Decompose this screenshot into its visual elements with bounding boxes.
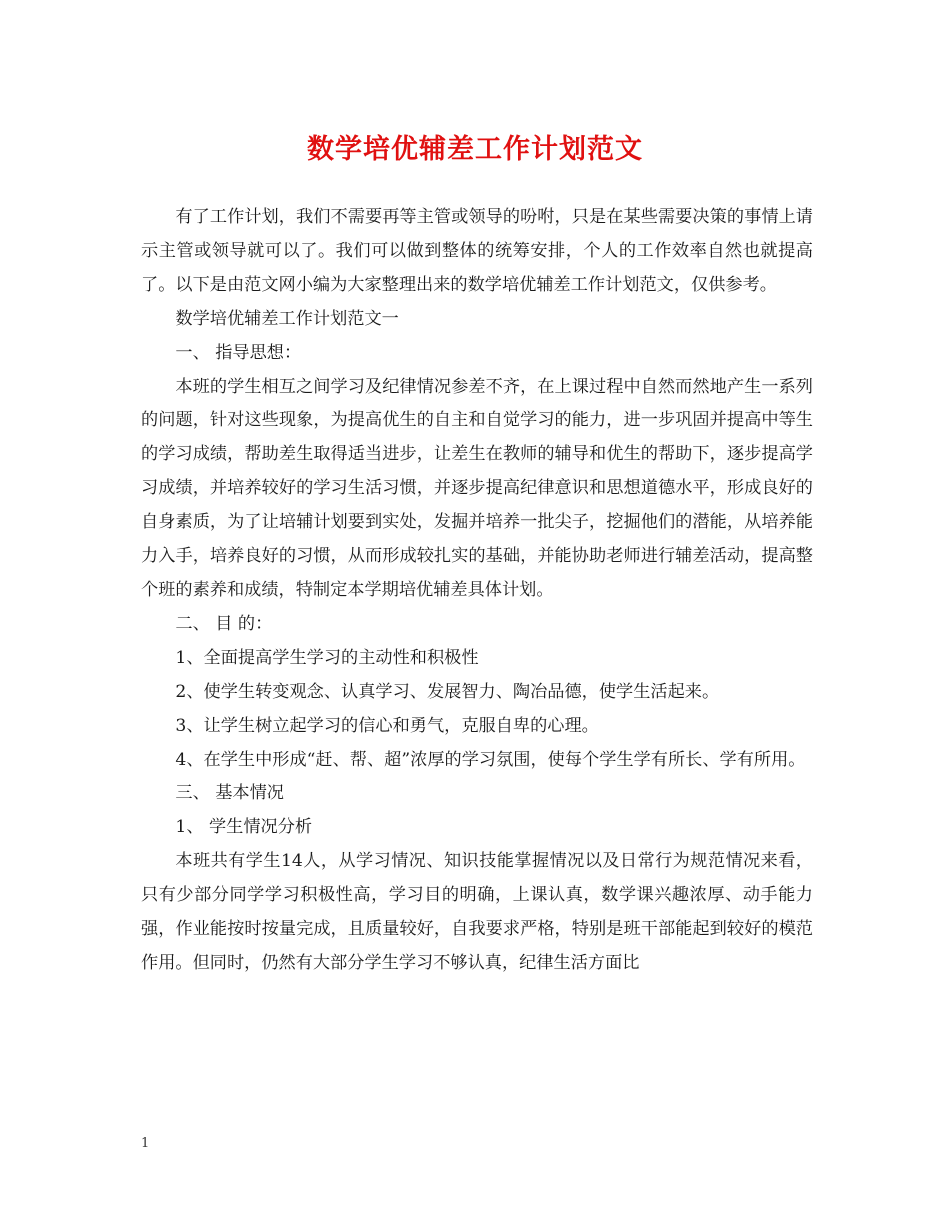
list-item-purpose-1: 1、全面提高学生学习的主动性和积极性 <box>175 647 479 668</box>
list-item-purpose-4: 4、在学生中形成“赶、帮、超”浓厚的学习氛围，使每个学生学有所长、学有所用。 <box>175 749 806 770</box>
list-item-purpose-3: 3、让学生树立起学习的信心和勇气，克服自卑的心理。 <box>175 715 599 736</box>
paragraph-intro: 有了工作计划，我们不需要再等主管或领导的吩咐，只是在某些需要决策的事情上请示主管或领导就可以了。我们可以做到整体的统筹安排，个人的工作效率自然也就提高了。以下是由范文网小编为大家整理出来的数学培优辅差工作计划范文，仅供参考。 <box>141 207 813 295</box>
page-number: 1 <box>141 1136 150 1151</box>
subsection-heading-student-analysis: 1、 学生情况分析 <box>175 817 313 838</box>
paragraph-student-analysis: 本班共有学生14人，从学习情况、知识技能掌握情况以及日常行为规范情况来看，只有少部分同学学习积极性高，学习目的明确，上课认真，数学课兴趣浓厚、动手能力强，作业能按时按量完成，且质量较好，自我要求严格，特别是班干部能起到较好的模范作用。但同时，仍然有大部分学生学习不够认真，纪律生活方面比 <box>141 851 813 973</box>
list-item-purpose-2: 2、使学生转变观念、认真学习、发展智力、陶冶品德，使学生活起来。 <box>175 681 720 702</box>
section-heading-basic-situation: 三、 基本情况 <box>175 783 284 804</box>
paragraph-guiding-thought: 本班的学生相互之间学习及纪律情况参差不齐，在上课过程中自然而然地产生一系列的问题，针对这些现象，为提高优生的自主和自觉学习的能力，进一步巩固并提高中等生的学习成绩，帮助差生取得适当进步，让差生在教师的辅导和优生的帮助下，逐步提高学习成绩，并培养较好的学习生活习惯，并逐步提高纪律意识和思想道德水平，形成良好的自身素质，为了让培辅计划要到实处，发掘并培养一批尖子，挖掘他们的潜能，从培养能力入手，培养良好的习惯，从而形成较扎实的基础，并能协助老师进行辅差活动，提高整个班的素养和成绩，特制定本学期培优辅差具体计划。 <box>141 376 813 600</box>
paragraph-subtitle: 数学培优辅差工作计划范文一 <box>175 308 399 329</box>
section-heading-purpose: 二、 目 的： <box>175 613 273 634</box>
document-body <box>141 201 813 981</box>
document-title: 数学培优辅差工作计划范文 <box>307 134 643 165</box>
section-heading-guiding-thought: 一、 指导思想： <box>175 342 302 363</box>
